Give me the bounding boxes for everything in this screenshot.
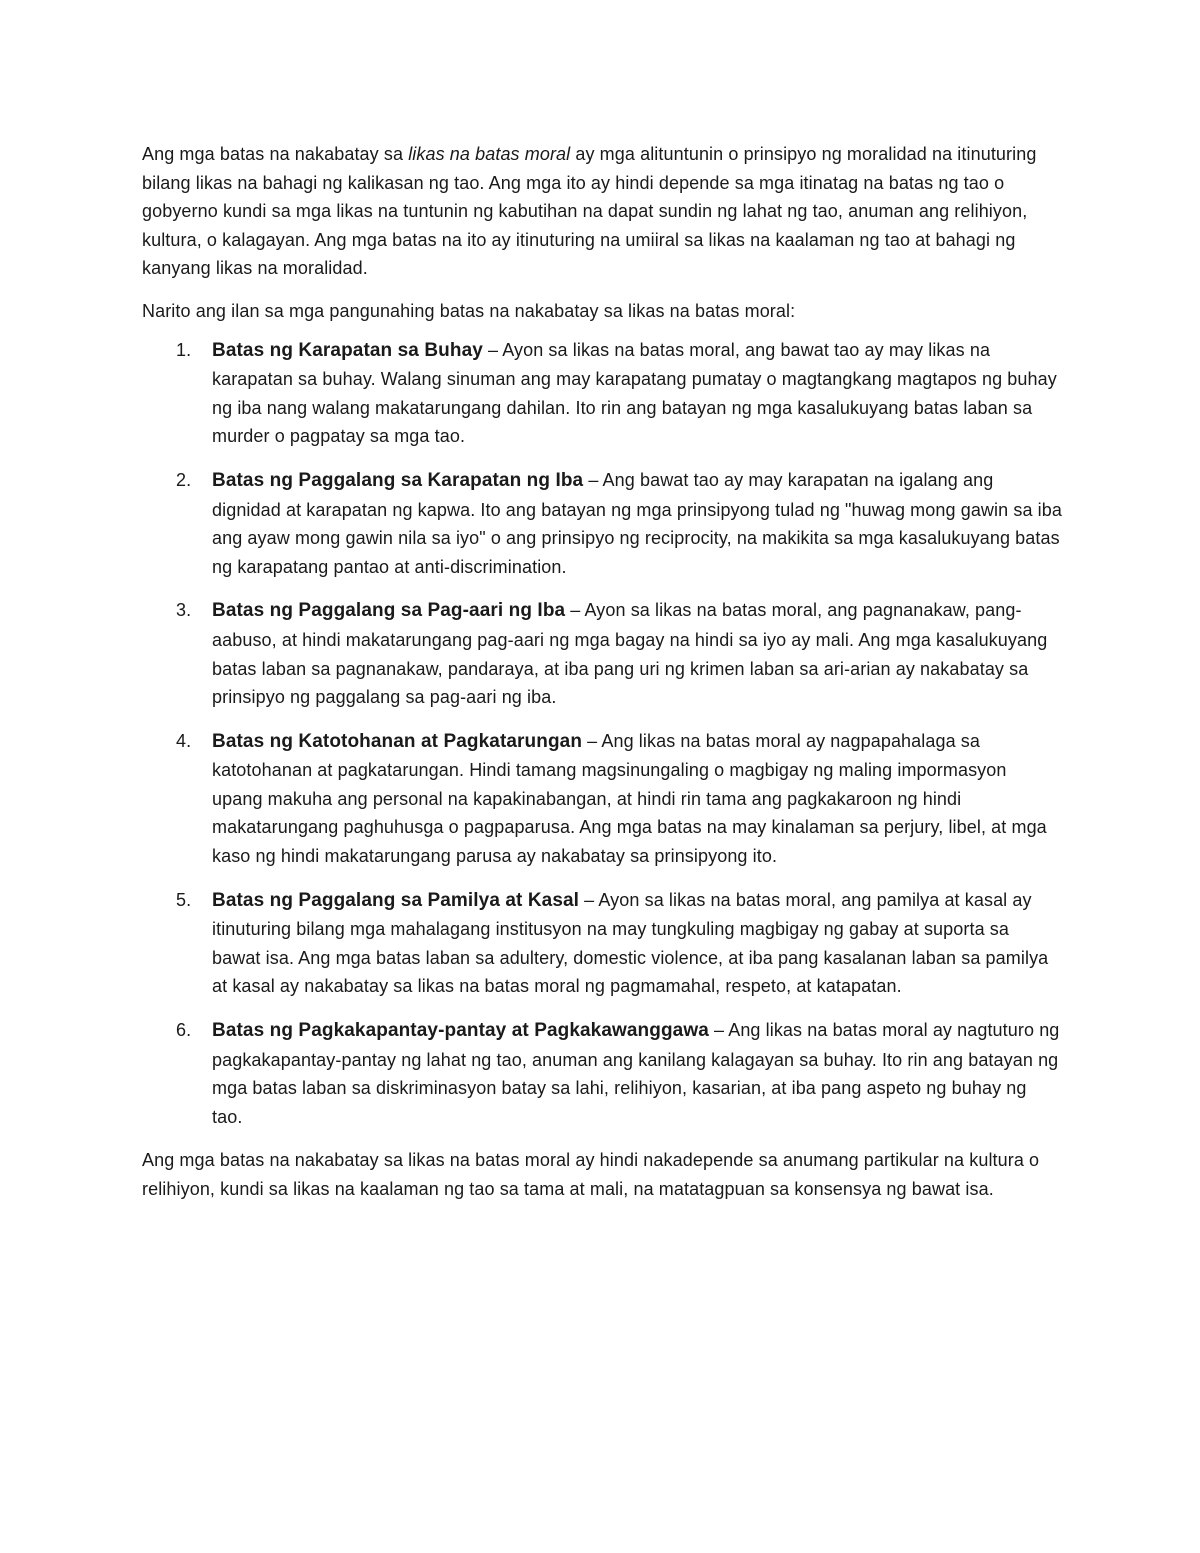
document-page bbox=[142, 140, 1062, 1220]
list-item-text: – Ang likas na batas moral ay nagpapahalaga sa katotohanan at pagkatarungan. Hindi tamang magsinungaling o magbigay ng maling impormasyon upang makuha ang personal na kapakinabangan, at hindi rin tama ang pagkakaroon ng hindi makatarungang paghuhusga o pagpaparusa. Ang mga batas na may kinalaman sa perjury, libel, at mga kaso ng hindi makatarungang parusa ay nakabatay sa prinsipyong ito. bbox=[212, 730, 1047, 867]
intro-text-end: ay mga alituntunin o prinsipyo ng moralidad na itinuturing bilang likas na bahagi ng kalikasan ng tao. Ang mga ito ay hindi depende sa mga itinatag na batas ng tao o gobyerno kundi sa mga likas na tuntunin ng kabutihan na dapat sundin ng lahat ng tao, anuman ang relihiyon, kultura, o kalagayan. Ang mga batas na ito ay itinuturing na umiiral sa likas na kaalaman ng tao at bahagi ng kanyang likas na moralidad. bbox=[142, 144, 1037, 279]
law-list bbox=[142, 336, 1062, 1132]
list-item bbox=[142, 886, 1062, 1001]
list-item-number: 6. bbox=[176, 1020, 192, 1041]
list-item-number: 1. bbox=[176, 339, 192, 360]
list-item-title: Batas ng Paggalang sa Pamilya at Kasal bbox=[212, 889, 580, 911]
list-item bbox=[142, 1016, 1062, 1131]
list-item-text: – Ayon sa likas na batas moral, ang bawat tao ay may likas na karapatan sa buhay. Walang sinuman ang may karapatang pumatay o magtangkang magtapos ng buhay ng iba nang walang makatarungang dahilan. Ito rin ang batayan ng mga kasalukuyang batas laban sa murder o pagpatay sa mga tao. bbox=[212, 339, 1057, 447]
list-item-number: 2. bbox=[176, 469, 192, 490]
list-item-number: 4. bbox=[176, 730, 192, 751]
list-item bbox=[142, 336, 1062, 451]
list-item-title: Batas ng Paggalang sa Karapatan ng Iba bbox=[212, 469, 584, 491]
list-item bbox=[142, 727, 1062, 871]
list-item-title: Batas ng Karapatan sa Buhay bbox=[212, 339, 483, 361]
list-item-number: 5. bbox=[176, 889, 192, 910]
list-item bbox=[142, 466, 1062, 581]
list-item-text: – Ayon sa likas na batas moral, ang pamilya at kasal ay itinuturing bilang mga mahalagang institusyon na may tungkuling magbigay ng gabay at suporta sa bawat isa. Ang mga batas laban sa adultery, domestic violence, at iba pang kasalanan laban sa pamilya at kasal ay nakabatay sa likas na batas moral ng pagmamahal, respeto, at katapatan. bbox=[212, 889, 1049, 997]
list-item-text: – Ayon sa likas na batas moral, ang pagnanakaw, pang-aabuso, at hindi makatarungang pag-aari ng mga bagay na hindi sa iyo ay mali. Ang mga kasalukuyang batas laban sa pagnanakaw, pandaraya, at iba pang uri ng krimen laban sa ari-arian ay nakabatay sa prinsipyo ng paggalang sa pag-aari ng iba. bbox=[212, 600, 1048, 708]
intro-emphasis: likas na batas moral bbox=[408, 144, 571, 164]
list-item-title: Batas ng Katotohanan at Pagkatarungan bbox=[212, 730, 583, 752]
closing-paragraph: Ang mga batas na nakabatay sa likas na batas moral ay hindi nakadepende sa anumang partikular na kultura o relihiyon, kundi sa likas na kaalaman ng tao sa tama at mali, na matatagpuan sa konsensya ng bawat isa. bbox=[142, 1150, 1040, 1199]
list-item-title: Batas ng Paggalang sa Pag-aari ng Iba bbox=[212, 600, 566, 622]
intro-paragraph bbox=[142, 140, 1062, 283]
list-item-title: Batas ng Pagkakapantay-pantay at Pagkakawanggawa bbox=[212, 1020, 709, 1042]
list-item bbox=[142, 596, 1062, 711]
list-item-number: 3. bbox=[176, 600, 192, 621]
intro-text-start: Ang mga batas na nakabatay sa bbox=[142, 144, 409, 164]
list-item-text: – Ang bawat tao ay may karapatan na igalang ang dignidad at karapatan ng kapwa. Ito ang batayan ng mga prinsipyong tulad ng "huwag mong gawin sa iba ang ayaw mong gawin nila sa iyo" o ang prinsipyo ng reciprocity, na makikita sa mga kasalukuyang batas ng karapatang pantao at anti-discrimination. bbox=[212, 469, 1062, 577]
list-item-text: – Ang likas na batas moral ay nagtuturo ng pagkakapantay-pantay ng lahat ng tao, anuman ang kanilang kalagayan sa buhay. Ito rin ang batayan ng mga batas laban sa diskriminasyon batay sa lahi, relihiyon, kasarian, at iba pang aspeto ng buhay ng tao. bbox=[212, 1020, 1060, 1127]
lead-paragraph: Narito ang ilan sa mga pangunahing batas na nakabatay sa likas na batas moral: bbox=[142, 300, 796, 321]
